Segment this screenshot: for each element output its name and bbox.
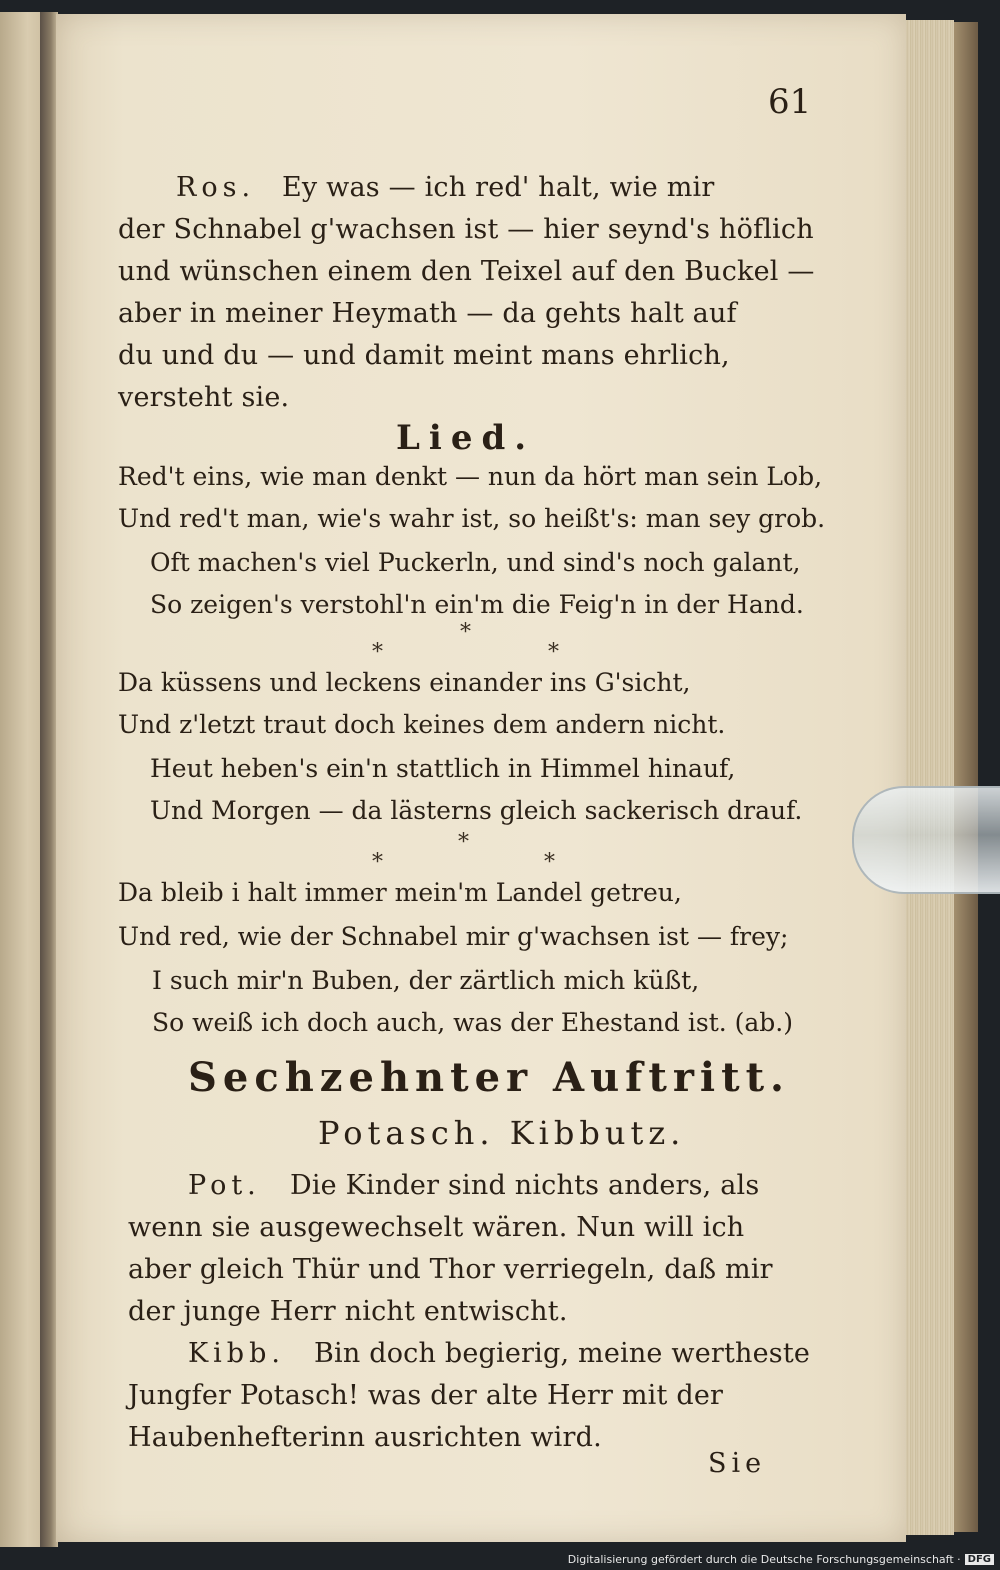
ros-line-2: der Schnabel g'wachsen ist — hier seynd's höflich	[118, 214, 814, 245]
ros-line-3: und wünschen einem den Teixel auf den Buckel —	[118, 256, 815, 287]
pot-line-1: Die Kinder sind nichts anders, als	[290, 1170, 760, 1201]
pot-line-3: aber gleich Thür und Thor verriegeln, daß mir	[128, 1254, 773, 1285]
stanza1-line-1: Red't eins, wie man denkt — nun da hört man sein Lob,	[118, 462, 823, 491]
page-edges	[906, 20, 954, 1535]
stanza2-line-2: Und z'letzt traut doch keines dem andern nicht.	[118, 710, 726, 739]
separator-star: *	[548, 640, 559, 665]
pot-line-2: wenn sie ausgewechselt wären. Nun will ich	[128, 1212, 745, 1243]
stanza1-line-2: Und red't man, wie's wahr ist, so heißt's: man sey grob.	[118, 504, 826, 533]
song-title: Lied.	[396, 418, 536, 458]
stanza1-line-3: Oft machen's viel Puckerln, und sind's noch galant,	[150, 548, 801, 577]
book-cover-edge	[954, 22, 978, 1532]
stanza3-line-1: Da bleib i halt immer mein'm Landel getreu,	[118, 878, 682, 907]
separator-star: *	[544, 850, 555, 875]
page-number: 61	[768, 82, 812, 122]
stanza3-line-3: I such mir'n Buben, der zärtlich mich küßt,	[152, 966, 700, 995]
dfg-logo: DFG	[965, 1554, 994, 1565]
scene-title: Sechzehnter Auftritt.	[188, 1054, 790, 1101]
stanza2-line-1: Da küssens und leckens einander ins G'sicht,	[118, 668, 691, 697]
digitization-footer	[0, 1548, 1000, 1570]
pot-line-4: der junge Herr nicht entwischt.	[128, 1296, 568, 1327]
separator-star: *	[372, 640, 383, 665]
separator-star: *	[460, 620, 471, 645]
ros-line-5: du und du — und damit meint mans ehrlich,	[118, 340, 730, 371]
speaker-kibb: Kibb.	[188, 1338, 285, 1369]
page-clip	[852, 786, 1000, 894]
stanza1-line-4: So zeigen's verstohl'n ein'm die Feig'n in der Hand.	[150, 590, 804, 619]
stanza2-line-3: Heut heben's ein'n stattlich in Himmel hinauf,	[150, 754, 736, 783]
separator-star: *	[458, 830, 469, 855]
ros-line-1: Ey was — ich red' halt, wie mir	[282, 172, 715, 203]
stanza3-line-2: Und red, wie der Schnabel mir g'wachsen ist — frey;	[118, 922, 789, 951]
stanza3-line-4: So weiß ich doch auch, was der Ehestand ist. (ab.)	[152, 1008, 793, 1037]
stanza2-line-4: Und Morgen — da lästerns gleich sackerisch drauf.	[150, 796, 803, 825]
ros-line-4: aber in meiner Heymath — da gehts halt auf	[118, 298, 737, 329]
separator-star: *	[372, 850, 383, 875]
kibb-line-1: Bin doch begierig, meine wertheste	[314, 1338, 811, 1369]
kibb-line-2: Jungfer Potasch! was der alte Herr mit der	[128, 1380, 724, 1411]
ros-line-6: versteht sie.	[118, 382, 290, 413]
kibb-line-3: Haubenhefterinn ausrichten wird.	[128, 1422, 602, 1453]
speaker-pot: Pot.	[188, 1170, 261, 1201]
speaker-ros: Ros.	[176, 172, 256, 203]
scene-characters: Potasch. Kibbutz.	[318, 1114, 686, 1152]
footer-text: Digitalisierung gefördert durch die Deutsche Forschungsgemeinschaft ·	[567, 1552, 961, 1566]
catchword: Sie	[708, 1448, 767, 1479]
